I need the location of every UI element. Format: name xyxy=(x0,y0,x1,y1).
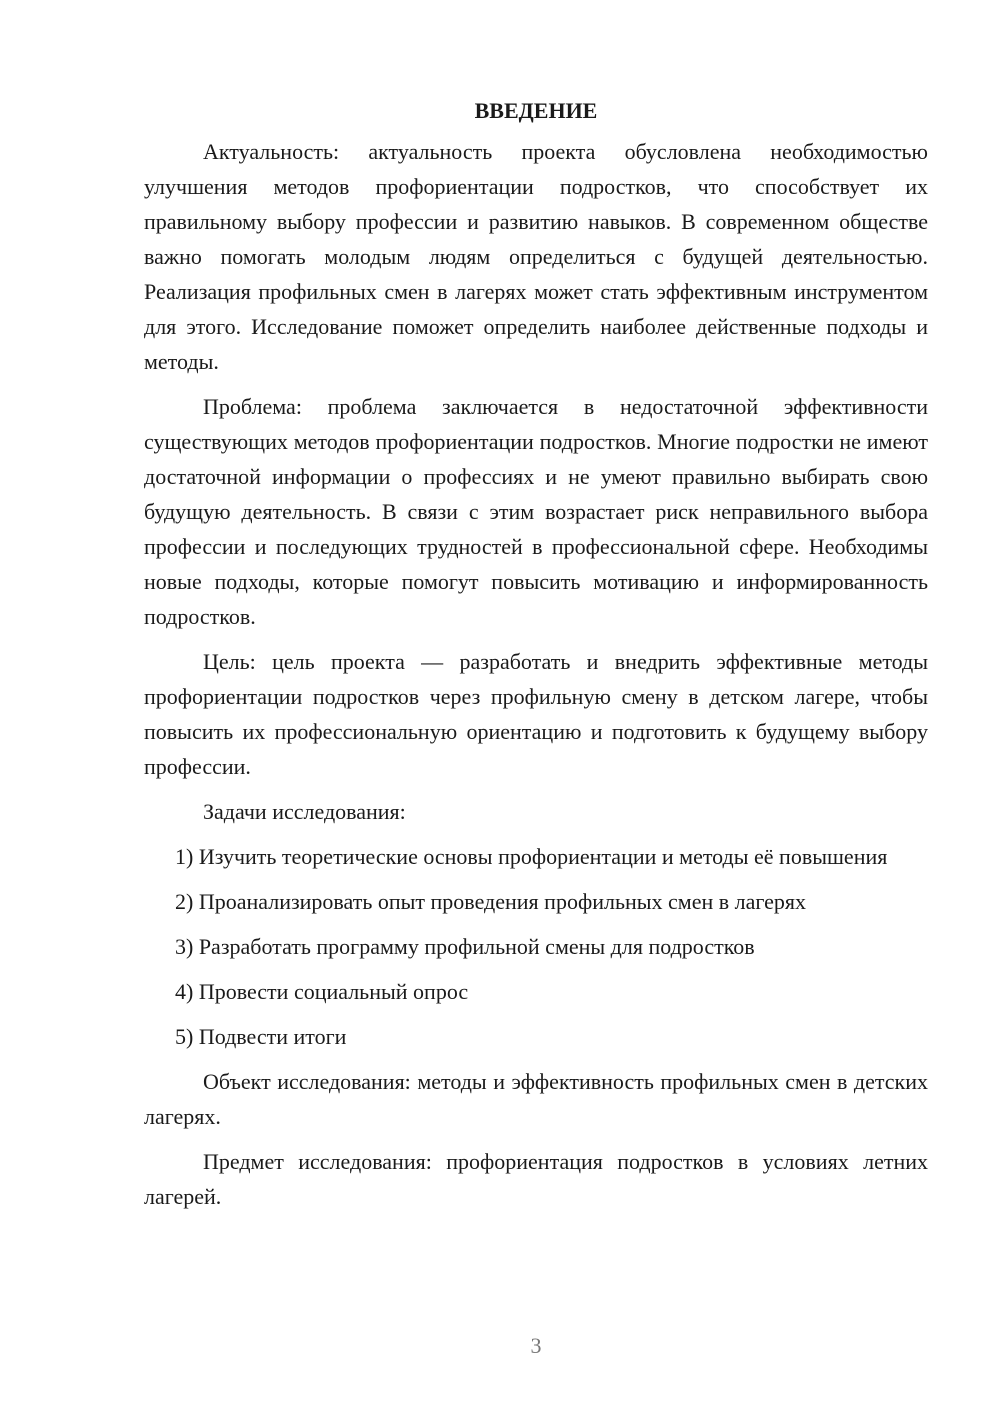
tasks-heading: Задачи исследования: xyxy=(203,799,406,824)
paragraph-goal: Цель: цель проекта — разработать и внедрить эффективные методы профориентации подростков через профильную смену в детском лагере, чтобы повысить их профессиональную ориентацию и подготовить к будущему выбору профессии. xyxy=(144,649,928,779)
task-item-2: 2) Проанализировать опыт проведения профильных смен в лагерях xyxy=(175,889,807,914)
page-content xyxy=(144,93,928,1224)
paragraph-object: Объект исследования: методы и эффективность профильных смен в детских лагерях. xyxy=(144,1069,928,1129)
paragraph-subject: Предмет исследования: профориентация подростков в условиях летних лагерей. xyxy=(144,1149,928,1209)
paragraph-problem: Проблема: проблема заключается в недостаточной эффективности существующих методов профориентации подростков. Многие подростки не имеют достаточной информации о профессиях и не умеют правильно выбирать свою будущую деятельность. В связи с этим возрастает риск неправильного выбора профессии и последующих трудностей в профессиональной сфере. Необходимы новые подходы, которые помогут повысить мотивацию и информированность подростков. xyxy=(144,394,928,629)
task-item-1: 1) Изучить теоретические основы профориентации и методы её повышения xyxy=(175,844,888,869)
section-heading: ВВЕДЕНИЕ xyxy=(474,98,598,123)
task-item-5: 5) Подвести итоги xyxy=(175,1024,347,1049)
task-item-3: 3) Разработать программу профильной смены для подростков xyxy=(175,934,755,959)
paragraph-relevance: Актуальность: актуальность проекта обусловлена необходимостью улучшения методов профориентации подростков, что способствует их правильному выбору профессии и развитию навыков. В современном обществе важно помогать молодым людям определиться с будущей деятельностью. Реализация профильных смен в лагерях может стать эффективным инструментом для этого. Исследование поможет определить наиболее действенные подходы и методы. xyxy=(144,139,928,374)
task-item-4: 4) Провести социальный опрос xyxy=(175,979,469,1004)
page-number: 3 xyxy=(530,1333,542,1358)
